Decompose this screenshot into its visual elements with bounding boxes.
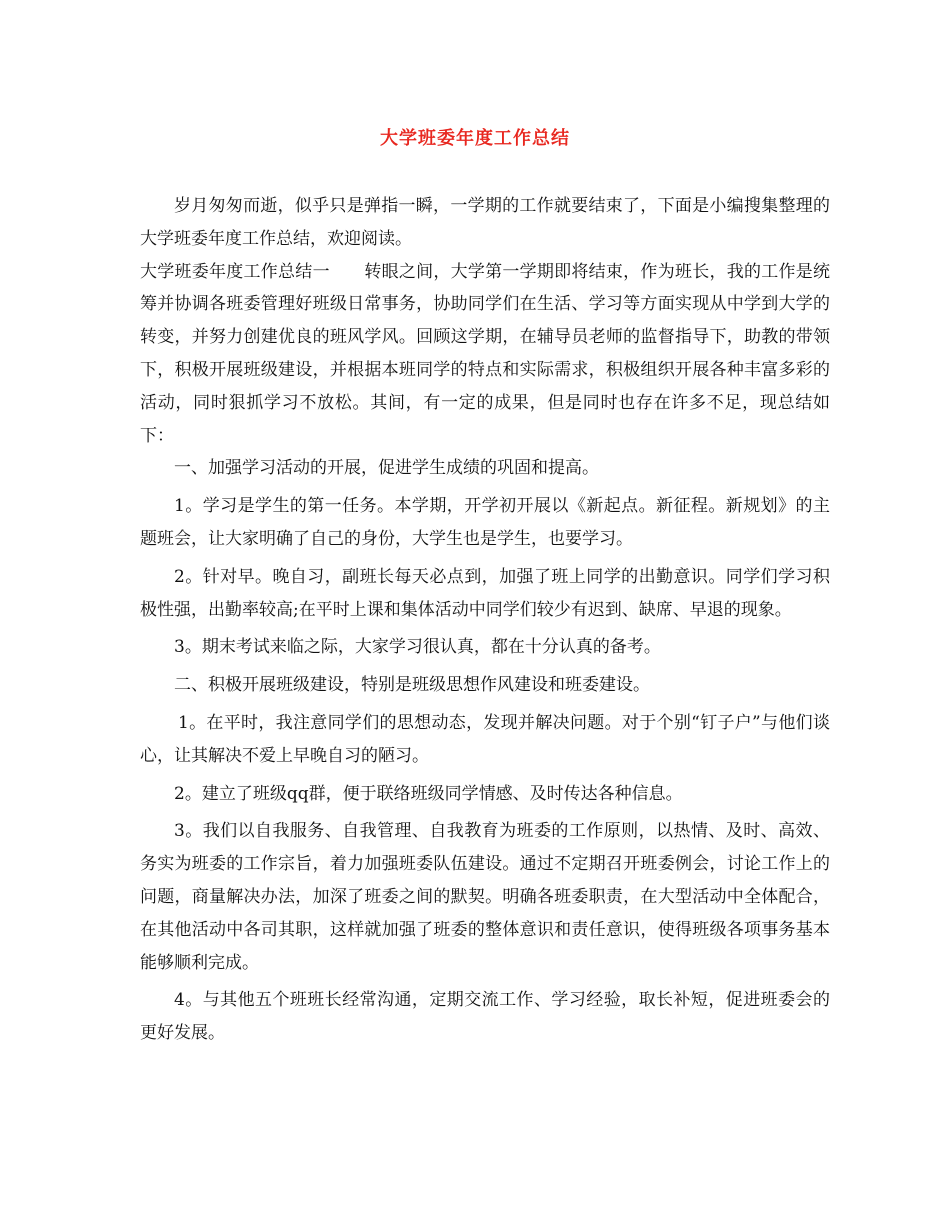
paragraph-summary-one: 大学班委年度工作总结一 转眼之间，大学第一学期即将结束，作为班长，我的工作是统筹并协调各班委管理好班级日常事务，协助同学们在生活、学习等方面实现从中学到大学的转变，并努力创建优良的班风学风。回顾这学期，在辅导员老师的监督指导下，助教的带领下，积极开展班级建设，并根据本班同学的特点和实际需求，积极组织开展各种丰富多彩的活动，同时狠抓学习不放松。其间，有一定的成果，但是同时也存在许多不足，现总结如下： [140,261,830,446]
paragraph-item-5: 2。建立了班级qq群，便于联络班级同学情感、及时传达各种信息。 [174,783,683,804]
paragraph-item-4: 1。在平时，我注意同学们的思想动态，发现并解决问题。对于个别“钉子户”与他们谈心，让其解决不爱上早晚自习的陋习。 [140,712,830,766]
paragraph-item-1: 1。学习是学生的第一任务。本学期，开学初开展以《新起点。新征程。新规划》的主题班会，让大家明确了自己的身份，大学生也是学生，也要学习。 [140,496,830,549]
paragraph-item-2: 2。针对早。晚自习，副班长每天必点到，加强了班上同学的出勤意识。同学们学习积极性强，出勤率较高;在平时上课和集体活动中同学们较少有迟到、缺席、早退的现象。 [140,566,830,620]
paragraph-section-two-heading: 二、积极开展班级建设，特别是班级思想作风建设和班委建设。 [174,675,650,696]
document-title: 大学班委年度工作总结 [380,128,570,149]
paragraph-intro: 岁月匆匆而逝，似乎只是弹指一瞬，一学期的工作就要结束了，下面是小编搜集整理的大学班委年度工作总结，欢迎阅读。 [140,196,830,249]
document-body [140,190,830,1050]
paragraph-item-6: 3。我们以自我服务、自我管理、自我教育为班委的工作原则，以热情、及时、高效、务实为班委的工作宗旨，着力加强班委队伍建设。通过不定期召开班委例会，讨论工作上的问题，商量解决办法，加深了班委之间的默契。明确各班委职责，在大型活动中全体配合，在其他活动中各司其职，这样就加强了班委的整体意识和责任意识，使得班级各项事务基本能够顺利完成。 [140,821,830,973]
paragraph-item-3: 3。期末考试来临之际，大家学习很认真，都在十分认真的备考。 [174,637,661,658]
paragraph-item-7: 4。与其他五个班班长经常沟通，定期交流工作、学习经验，取长补短，促进班委会的更好发展。 [140,990,830,1044]
paragraph-section-one-heading: 一、加强学习活动的开展，促进学生成绩的巩固和提高。 [174,458,599,479]
